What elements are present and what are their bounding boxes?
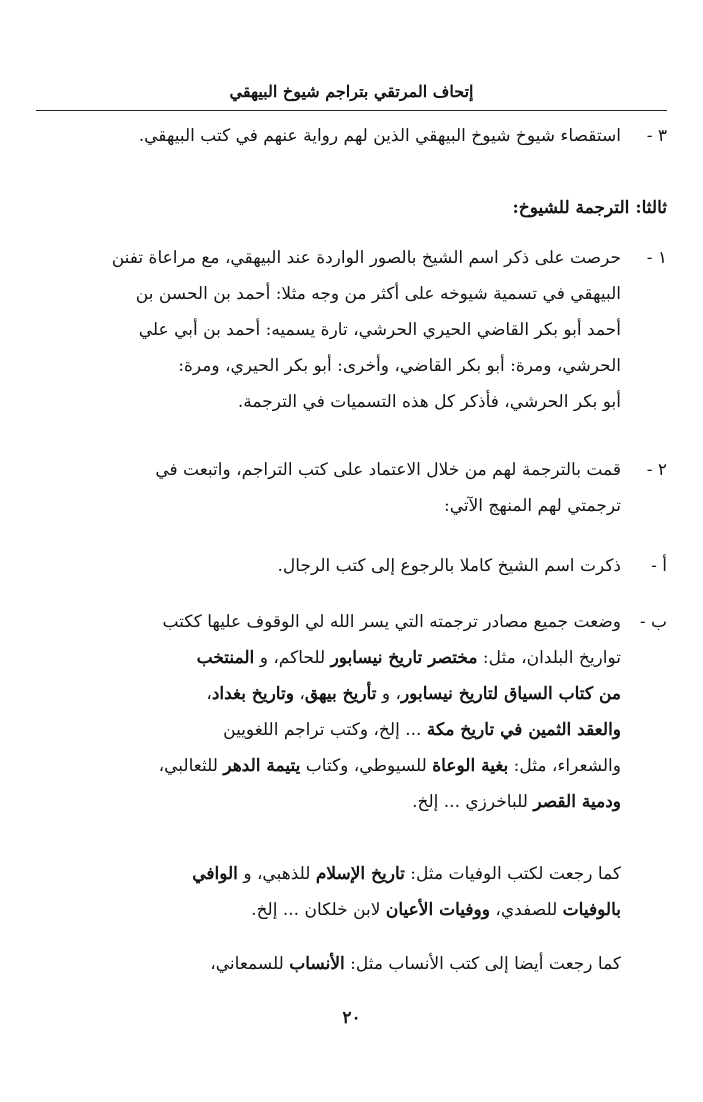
book-title: بغية الوعاة <box>432 756 509 776</box>
book-title: الأنساب <box>289 954 345 974</box>
paragraph-wafayat-line-1 <box>40 856 621 892</box>
point-1-line: أحمد أبو بكر القاضي الحيري الحرشي، تارة يسميه: أحمد بن أبي علي <box>138 320 621 340</box>
book-title: وتاريخ بغداد <box>211 684 294 704</box>
point-1-line: أبو بكر الحرشي، فأذكر كل هذه التسميات في الترجمة. <box>237 392 621 412</box>
sub-item-b <box>40 604 667 820</box>
paragraph-wafayat-line-2 <box>40 892 621 928</box>
item-3-number: ٣ - <box>646 126 667 146</box>
sub-item-b-line-4 <box>40 712 621 748</box>
paragraph-wafayat <box>40 856 667 928</box>
text-run: ، <box>206 684 212 704</box>
text-run: ، و <box>376 684 401 704</box>
text-run: كما رجعت أيضا إلى كتب الأنساب مثل: <box>344 954 621 974</box>
book-title: من كتاب السياق لتاريخ نيسابور <box>400 684 621 704</box>
point-2-line: ترجمتي لهم المنهج الآتي: <box>443 496 621 516</box>
section-heading-3 <box>40 190 667 226</box>
point-1 <box>40 240 667 420</box>
book-title: ودمية القصر <box>533 792 621 812</box>
sub-item-b-line-3 <box>40 676 621 712</box>
book-title: يتيمة الدهر <box>223 756 301 776</box>
text-run: للحاكم، و <box>254 648 331 668</box>
point-1-line: الحرشي، ومرة: أبو بكر القاضي، وأخرى: أبو بكر الحيري، ومرة: <box>178 356 621 376</box>
book-title: المنتخب <box>196 648 255 668</box>
text-run: للثعالبي، <box>158 756 224 776</box>
book-title: والعقد الثمين في تاريخ مكة <box>426 720 621 740</box>
point-1-line: حرصت على ذكر اسم الشيخ بالصور الواردة عند البيهقي، مع مراعاة تفنن <box>111 248 621 268</box>
text-run: لابن خلكان ... إلخ. <box>251 900 386 920</box>
page-number <box>0 1008 703 1028</box>
text-run: تواريخ البلدان، مثل: <box>477 648 621 668</box>
text-run: ، <box>293 684 305 704</box>
text-run: للصفدي، <box>489 900 563 920</box>
text-run: ... إلخ، وكتب تراجم اللغويين <box>223 720 427 740</box>
page-number-text: ٢٠ <box>342 1008 361 1028</box>
section-heading-3-text: ثالثا: الترجمة للشيوخ: <box>512 198 667 218</box>
text-run: والشعراء، مثل: <box>508 756 621 776</box>
point-2-number: ٢ - <box>646 460 667 480</box>
text-run: للسيوطي، وكتاب <box>300 756 433 776</box>
text-run: للسمعاني، <box>210 954 290 974</box>
book-title: ووفيات الأعيان <box>385 900 490 920</box>
book-title: الوافي <box>192 864 238 884</box>
point-2-line: قمت بالترجمة لهم من خلال الاعتماد على كتب التراجم، واتبعت في <box>155 460 621 480</box>
text-run: كما رجعت لكتب الوفيات مثل: <box>404 864 621 884</box>
sub-item-a-letter: أ - <box>651 556 667 576</box>
book-title: تأريخ بيهق <box>304 684 377 704</box>
book-title: تاريخ الإسلام <box>315 864 405 884</box>
text-run: للذهبي، و <box>237 864 316 884</box>
sub-item-b-letter: ب - <box>639 612 667 632</box>
sub-item-a <box>40 548 667 584</box>
point-2 <box>40 452 667 524</box>
sub-item-b-line-2 <box>40 640 621 676</box>
paragraph-ansab-line-1 <box>40 946 621 982</box>
book-title: مختصر تاريخ نيسابور <box>330 648 478 668</box>
running-header-title: إتحاف المرتقي بتراجم شيوخ البيهقي <box>229 82 474 101</box>
paragraph-ansab <box>40 946 667 982</box>
item-3-text: استقصاء شيوخ شيوخ البيهقي الذين لهم رواية عنهم في كتب البيهقي. <box>138 126 621 146</box>
point-1-number: ١ - <box>646 248 667 268</box>
sub-item-b-line-5 <box>40 748 621 784</box>
text-run: للباخرزي ... إلخ. <box>412 792 534 812</box>
running-header <box>36 82 667 111</box>
point-1-line: البيهقي في تسمية شيوخه على أكثر من وجه مثلا: أحمد بن الحسن بن <box>135 284 621 304</box>
book-title: بالوفيات <box>562 900 621 920</box>
sub-item-b-line-6 <box>40 784 621 820</box>
sub-item-b-line-1: وضعت جميع مصادر ترجمته التي يسر الله لي الوقوف عليها ككتب <box>162 612 621 632</box>
item-3 <box>40 118 667 154</box>
sub-item-a-text: ذكرت اسم الشيخ كاملا بالرجوع إلى كتب الرجال. <box>277 556 621 576</box>
